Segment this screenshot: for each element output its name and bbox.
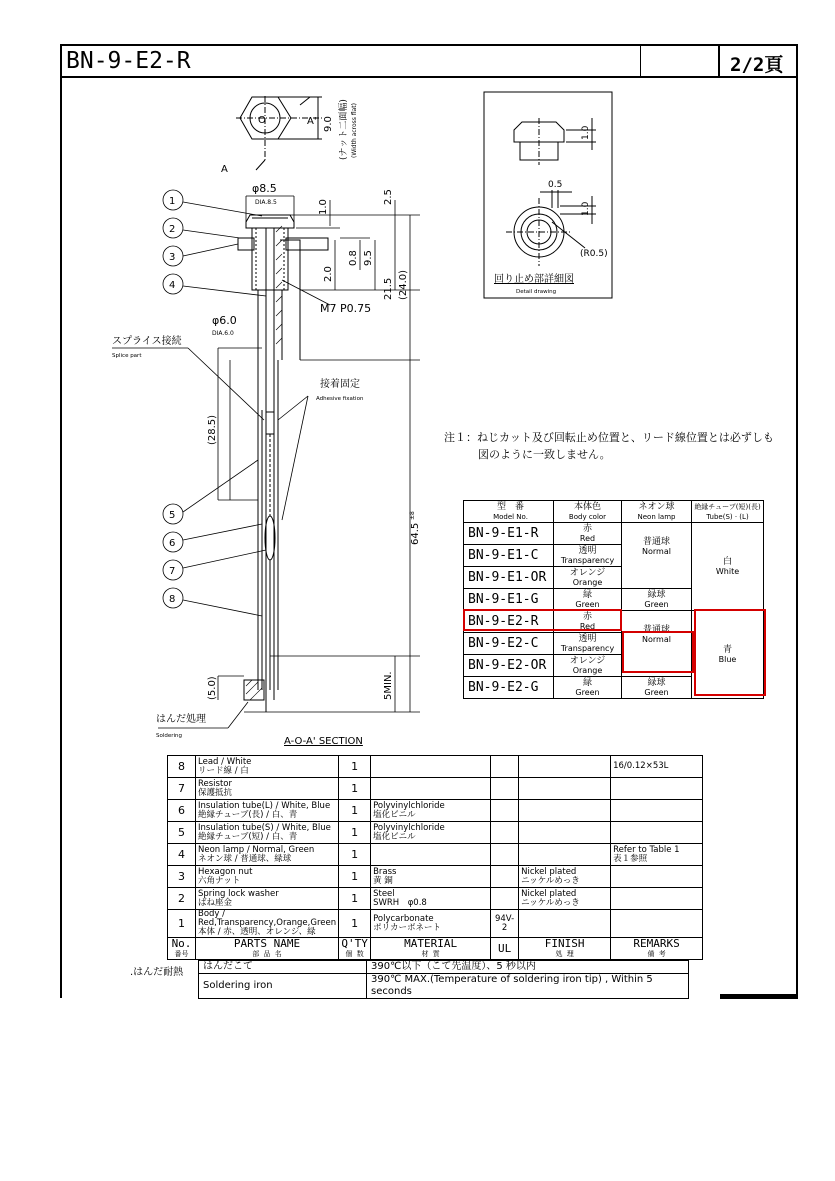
table-row — [168, 910, 703, 938]
part-name-en: Resistor — [198, 778, 232, 789]
part-material-jp: 黄 銅 — [373, 875, 393, 886]
body-color-jp: 緑 — [582, 589, 592, 600]
dim-24-0: (24.0) — [398, 269, 409, 300]
part-no: 3 — [168, 866, 196, 888]
neon-green-jp: 緑球 — [647, 589, 666, 600]
dim-2-5: 2.5 — [383, 189, 394, 205]
parts-table-header — [168, 938, 703, 960]
part-name-jp: 保護抵抗 — [198, 787, 233, 798]
part-finish: Nickel plated — [521, 866, 577, 877]
detail-dim-r: (R0.5) — [580, 249, 608, 259]
header-neon-jp: ネオン球 — [638, 501, 675, 512]
body-color-en: Green — [575, 687, 600, 697]
model-table-header — [464, 501, 764, 523]
tube-blue-jp: 青 — [722, 644, 732, 655]
body-color-jp: 透明 — [578, 545, 597, 556]
model-code: BN-9-E1-G — [464, 589, 554, 611]
dim-5min: 5MIN. — [383, 671, 394, 700]
note-line-2: 図のように一致しません。 — [478, 448, 611, 461]
part-ul — [491, 778, 519, 800]
dim-28-5: (28.5) — [207, 414, 218, 445]
soldering-label-jp: はんだ処理 — [156, 714, 206, 725]
head-finish-jp: 処 理 — [555, 949, 574, 958]
table-row — [168, 800, 703, 822]
part-remarks-jp: 表１参照 — [613, 853, 648, 864]
model-code: BN-9-E1-OR — [464, 567, 554, 589]
neon-normal-en: Normal — [642, 547, 671, 556]
head-qty-jp: 個 数 — [345, 949, 364, 958]
head-remarks: REMARKS — [633, 936, 680, 950]
part-qty: 1 — [339, 778, 371, 800]
part-finish-jp: ニッケルめっき — [521, 875, 580, 886]
dim-1-0: 1.0 — [318, 199, 329, 215]
model-code: BN-9-E2-R — [464, 611, 554, 633]
part-name-jp: 絶縁チューブ(長) / 白、青 — [198, 809, 298, 820]
note-line-1: 注１：ねじカット及び回転止め位置と、リード線位置とは必ずしも — [444, 431, 774, 444]
model-code: BN-9-E1-C — [464, 545, 554, 567]
part-ul — [491, 800, 519, 822]
marker-a: A — [221, 164, 228, 175]
dim-dia-tube-sub: DIA.6.0 — [212, 330, 234, 337]
head-qty: Q'TY — [341, 936, 368, 950]
detail-title-en: Detail drawing — [516, 289, 557, 295]
part-name-en: Insulation tube(L) / White, Blue — [198, 800, 331, 811]
part-material-jp: SWRH φ0.8 — [373, 897, 427, 908]
dim-0-8: 0.8 — [348, 250, 359, 266]
head-material: MATERIAL — [404, 936, 458, 950]
header-tube-jp: 絶縁チューブ(短)(長) — [694, 502, 761, 511]
balloon-7: 7 — [169, 566, 176, 577]
part-material: Brass — [373, 866, 397, 877]
part-qty: 1 — [339, 888, 371, 910]
body-color-en: Transparency — [560, 555, 615, 565]
part-name-jp: ばね座金 — [198, 897, 233, 908]
dim-9-5: 9.5 — [363, 250, 374, 266]
marker-a-prime: A' — [307, 116, 317, 127]
document-title: BN-9-E2-R — [66, 48, 191, 74]
body-color-en: Green — [575, 599, 600, 609]
table-row — [168, 778, 703, 800]
part-ul — [491, 866, 519, 888]
table-row — [168, 866, 703, 888]
neon-green-en: Green — [644, 599, 669, 609]
part-name-jp: リード線 / 白 — [198, 765, 249, 776]
balloon-5: 5 — [169, 510, 176, 521]
model-code: BN-9-E2-C — [464, 633, 554, 655]
table-row — [168, 822, 703, 844]
part-qty: 1 — [339, 822, 371, 844]
hex-nut-top-view — [236, 96, 322, 170]
header-color-jp: 本体色 — [573, 501, 601, 512]
tube-white-jp: 白 — [722, 556, 732, 567]
body-color-en: Red — [579, 533, 596, 543]
part-no: 4 — [168, 844, 196, 866]
body-color-en: Red — [579, 621, 596, 631]
part-remarks: 16/0.12×53L — [613, 761, 669, 771]
model-code: BN-9-E1-R — [464, 523, 554, 545]
part-ul — [491, 844, 519, 866]
dim-dia-head-sub: DIA.8.5 — [255, 199, 277, 206]
parts-table — [167, 755, 703, 960]
splice-label-jp: スプライス接続 — [112, 336, 182, 347]
neon-normal-jp: 普通球 — [642, 537, 670, 547]
detail-dim-0-5: 0.5 — [548, 180, 563, 190]
table-row — [168, 844, 703, 866]
model-code: BN-9-E2-G — [464, 677, 554, 699]
body-color-en: Orange — [572, 665, 603, 675]
dim-dia-head: φ8.5 — [252, 182, 277, 195]
part-no: 8 — [168, 756, 196, 778]
part-remarks: Refer to Table 1 — [613, 844, 680, 855]
adhesive-label-jp: 接着固定 — [320, 379, 360, 390]
head-ul: UL — [497, 941, 512, 955]
part-material-jp: 塩化ビニル — [373, 831, 416, 842]
part-no: 1 — [168, 910, 196, 938]
solder-heat-label: .はんだ耐熱 — [130, 967, 184, 978]
head-no: No. — [171, 936, 192, 950]
part-qty: 1 — [339, 844, 371, 866]
part-material: Polyvinylchloride — [373, 800, 445, 811]
page-number: 2/2頁 — [730, 54, 784, 76]
model-code: BN-9-E2-OR — [464, 655, 554, 677]
part-name-jp: 絶縁チューブ(短) / 白、青 — [198, 831, 298, 842]
part-no: 2 — [168, 888, 196, 910]
part-qty: 1 — [339, 910, 371, 938]
part-ul: 94V-2 — [491, 910, 519, 938]
dim-thread: M7 P0.75 — [320, 302, 372, 315]
part-material-jp: 塩化ビニル — [373, 809, 416, 820]
neon-green-en: Green — [644, 687, 669, 697]
head-material-jp: 材 質 — [421, 949, 440, 958]
highlight-neon-cell — [622, 631, 694, 673]
dim-nut-flat-jp: (ナット二面幅) — [339, 99, 349, 160]
balloon-8: 8 — [169, 594, 176, 605]
part-material: Polyvinylchloride — [373, 822, 445, 833]
dim-dia-tube: φ6.0 — [212, 314, 237, 327]
dim-64-5-tol: ±8 — [409, 511, 416, 520]
body-color-jp: 緑 — [582, 677, 592, 688]
section-view — [238, 215, 328, 712]
dim-nut-flat: 9.0 — [323, 116, 334, 132]
body-color-jp: 赤 — [582, 611, 592, 622]
body-color-en: Orange — [572, 577, 603, 587]
part-no: 6 — [168, 800, 196, 822]
part-name-jp: 本体 / 赤、透明、オレンジ、緑 — [198, 927, 316, 937]
tube-blue-en: Blue — [718, 654, 737, 664]
balloon-6: 6 — [169, 538, 176, 549]
part-no: 5 — [168, 822, 196, 844]
neon-normal-en: Normal — [642, 635, 671, 644]
part-finish: Nickel plated — [521, 888, 577, 899]
head-finish: FINISH — [544, 936, 585, 950]
adhesive-label-en: Adhesive fixation — [316, 396, 364, 402]
header-tube-en: Tube(S) · (L) — [706, 512, 749, 521]
detail-dim-1-0-b: 1.0 — [581, 201, 591, 216]
dim-5-0: (5.0) — [207, 676, 218, 700]
detail-title-jp: 回り止め部詳細図 — [494, 274, 574, 285]
body-color-en: Transparency — [560, 643, 615, 653]
part-material: Polycarbonate — [373, 913, 434, 924]
part-ul — [491, 756, 519, 778]
part-name-jp: ネオン球 / 普通球、緑球 — [198, 853, 292, 864]
part-material: Steel — [373, 888, 395, 899]
tube-white-en: White — [715, 566, 740, 576]
table-row — [199, 974, 689, 999]
balloon-1: 1 — [169, 196, 176, 207]
part-qty: 1 — [339, 800, 371, 822]
detail-drawing — [484, 92, 612, 298]
part-ul — [491, 888, 519, 910]
body-color-jp: 透明 — [578, 633, 597, 644]
part-name-en: Insulation tube(S) / White, Blue — [198, 822, 331, 833]
part-qty: 1 — [339, 756, 371, 778]
dim-2-0: 2.0 — [323, 266, 334, 282]
body-color-jp: 赤 — [582, 523, 592, 534]
body-color-jp: オレンジ — [569, 655, 606, 666]
callout-leaders — [112, 190, 308, 728]
solder-spec-en: 390℃ MAX.(Temperature of soldering iron tip) , Within 5 seconds — [367, 974, 689, 999]
solder-tool-jp: はんだこて — [199, 961, 367, 974]
head-remarks-jp: 備 考 — [647, 949, 666, 958]
part-ul — [491, 822, 519, 844]
dim-nut-flat-en: (Width across flat) — [351, 103, 358, 158]
balloon-4: 4 — [169, 280, 176, 291]
part-material-jp: ポリカーボネート — [373, 922, 442, 933]
part-qty: 1 — [339, 866, 371, 888]
balloon-2: 2 — [169, 224, 176, 235]
highlight-tube-cell — [694, 609, 766, 696]
part-name-en: Neon lamp / Normal, Green — [198, 844, 315, 855]
body-color-jp: オレンジ — [569, 567, 606, 578]
head-name-jp: 部 品 名 — [252, 949, 282, 958]
table-row — [168, 756, 703, 778]
solder-tool-en: Soldering iron — [199, 974, 367, 999]
header-neon-en: Neon lamp — [637, 512, 676, 521]
highlight-model-row — [463, 609, 622, 631]
table-row — [464, 523, 764, 545]
part-name-en: Lead / White — [198, 756, 252, 767]
soldering-label-en: Soldering — [156, 733, 183, 739]
dim-64-5: 64.5 — [410, 522, 421, 545]
header-model-jp: 型 番 — [496, 501, 524, 512]
section-title: A-O-A' SECTION — [284, 736, 363, 747]
part-name-jp: 六角ナット — [198, 875, 241, 886]
marker-o: O — [258, 115, 266, 126]
head-name: PARTS NAME — [233, 936, 301, 950]
part-name-en: Hexagon nut — [198, 866, 253, 877]
neon-green-jp: 緑球 — [647, 677, 666, 688]
solder-table — [198, 960, 689, 999]
head-no-jp: 番号 — [174, 949, 189, 958]
solder-spec-jp: 390℃以下（こて先温度）、5 秒以内 — [367, 961, 689, 974]
neon-normal-jp: 普通球 — [642, 625, 670, 635]
header-model-en: Model No. — [493, 512, 528, 521]
table-row — [199, 961, 689, 974]
detail-dim-1-0-a: 1.0 — [581, 125, 591, 140]
part-no: 7 — [168, 778, 196, 800]
part-name-en: Spring lock washer — [198, 888, 279, 899]
balloon-3: 3 — [169, 252, 176, 263]
header-color-en: Body color — [568, 512, 607, 521]
dim-21-5: 21.5 — [383, 277, 394, 300]
dimension-lines — [218, 196, 420, 712]
part-name-en: Body / Red,Transparency,Orange,Green — [198, 909, 337, 928]
splice-label-en: Splice part — [112, 353, 142, 359]
part-finish-jp: ニッケルめっき — [521, 897, 580, 908]
table-row — [168, 888, 703, 910]
